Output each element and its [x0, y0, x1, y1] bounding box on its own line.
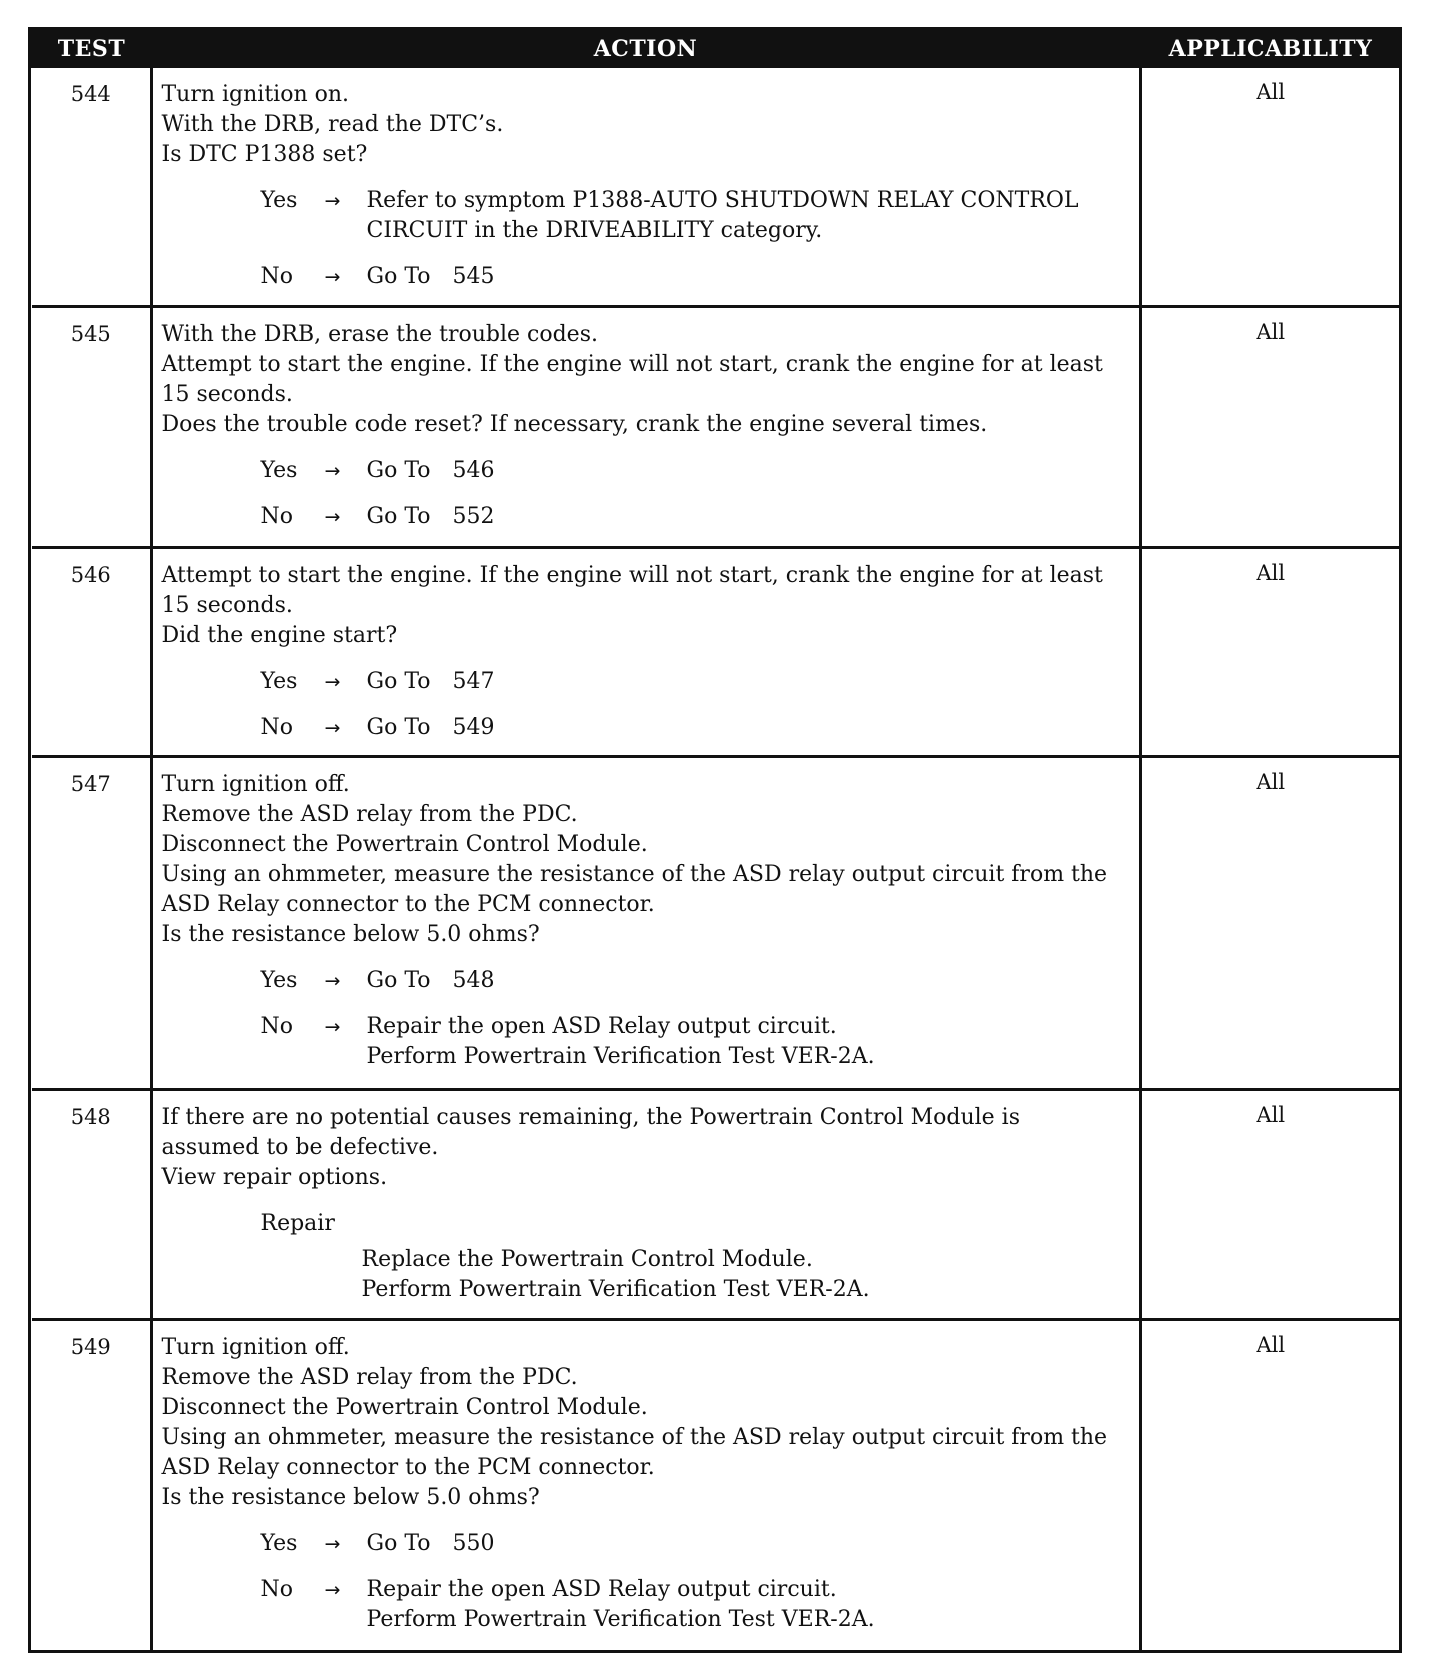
- answer-list: [162, 667, 1133, 743]
- answer-text: [367, 1012, 1133, 1072]
- answer-yes: [162, 456, 1133, 486]
- action-cell: [151, 307, 1140, 547]
- diagnostic-test-table-frame: [28, 27, 1402, 1653]
- table-row: [32, 307, 1400, 547]
- instruction-line: Disconnect the Powertrain Control Module.: [161, 832, 648, 858]
- right-arrow-icon: →: [324, 716, 341, 739]
- instruction-line: If there are no potential causes remaining, the Powertrain Control Module is: [161, 1104, 1021, 1130]
- instruction-line: Using an ohmmeter, measure the resistance of the ASD relay output circuit from the: [161, 1424, 1108, 1450]
- action-cell: [151, 1319, 1140, 1650]
- instruction-line: Turn ignition off.: [161, 1334, 350, 1360]
- test-number: 549: [32, 1319, 151, 1650]
- answer-goto: [367, 1529, 1133, 1559]
- instruction-line: Using an ohmmeter, measure the resistance of the ASD relay output circuit from the: [161, 862, 1108, 888]
- answer-no: [162, 262, 1133, 292]
- goto-target: 548: [452, 968, 495, 994]
- header-test: TEST: [32, 30, 151, 68]
- answer-goto: [367, 713, 1133, 743]
- answer-list: [162, 966, 1133, 1072]
- answer-yes: [162, 186, 1133, 246]
- answer-no: [162, 713, 1133, 743]
- instruction-line: Is the resistance below 5.0 ohms?: [161, 922, 540, 948]
- answer-text-line: CIRCUIT in the DRIVEABILITY category.: [366, 218, 823, 243]
- right-arrow-icon: →: [324, 1532, 341, 1555]
- answer-text-line: Repair the open ASD Relay output circuit.: [366, 1014, 837, 1040]
- table-header-row: [32, 30, 1400, 68]
- goto-label: Go To: [366, 504, 431, 530]
- answer-text-line: Perform Powertrain Verification Test VER-2A.: [366, 1044, 875, 1070]
- instruction-line: With the DRB, erase the trouble codes.: [161, 322, 598, 348]
- right-arrow-icon: →: [324, 266, 341, 288]
- repair-text: [162, 1245, 1133, 1305]
- header-action: ACTION: [151, 30, 1140, 68]
- answer-yes: [162, 667, 1133, 697]
- answer-label: No: [260, 264, 293, 289]
- applicability-cell: All: [1140, 757, 1400, 1089]
- answer-text: [367, 1575, 1133, 1635]
- answer-text: [367, 186, 1133, 246]
- goto-label: Go To: [366, 458, 431, 484]
- goto-label: Go To: [366, 968, 431, 994]
- right-arrow-icon: →: [324, 970, 341, 993]
- answer-label: No: [260, 504, 293, 530]
- repair-text-line: Replace the Powertrain Control Module.: [361, 1246, 813, 1272]
- answer-goto: [367, 966, 1133, 996]
- instruction-line: Turn ignition on.: [161, 82, 350, 107]
- instruction-line: Did the engine start?: [161, 622, 398, 648]
- instruction-line: assumed to be defective.: [161, 1134, 439, 1160]
- table-row: [32, 547, 1400, 757]
- goto-target: 545: [452, 264, 495, 289]
- instruction-line: 15 seconds.: [161, 592, 293, 618]
- answer-label: Yes: [260, 188, 298, 213]
- instruction-line: Disconnect the Powertrain Control Module.: [161, 1394, 648, 1420]
- test-number: 546: [32, 547, 151, 757]
- test-number: 548: [32, 1089, 151, 1319]
- action-cell: [151, 1089, 1140, 1319]
- instruction-line: Is DTC P1388 set?: [161, 142, 368, 167]
- answer-goto: [367, 667, 1133, 697]
- answer-goto: [367, 502, 1133, 532]
- answer-label: No: [260, 714, 293, 740]
- applicability-cell: All: [1140, 68, 1400, 307]
- instruction-line: Is the resistance below 5.0 ohms?: [161, 1484, 540, 1510]
- right-arrow-icon: →: [324, 670, 341, 693]
- goto-target: 552: [452, 504, 495, 530]
- goto-target: 549: [452, 714, 495, 740]
- table-row: [32, 1089, 1400, 1319]
- answer-text-line: Perform Powertrain Verification Test VER-2A.: [366, 1606, 875, 1632]
- test-number: 544: [70, 82, 111, 106]
- action-cell: [151, 757, 1140, 1089]
- answer-yes: [162, 1529, 1133, 1559]
- applicability-cell: All: [1140, 307, 1400, 547]
- test-number: 547: [32, 757, 151, 1089]
- repair-text-line: Perform Powertrain Verification Test VER-2A.: [361, 1276, 870, 1302]
- test-number: 545: [32, 307, 151, 547]
- instruction-line: With the DRB, read the DTC’s.: [161, 112, 504, 137]
- answer-yes: [162, 966, 1133, 996]
- applicability-cell: All: [1140, 1319, 1400, 1650]
- diagnostic-test-table: [31, 30, 1400, 1650]
- answer-label: Yes: [260, 668, 298, 694]
- instruction-line: Attempt to start the engine. If the engine will not start, crank the engine for at least: [161, 352, 1103, 378]
- table-row: [32, 68, 1400, 307]
- right-arrow-icon: →: [324, 506, 341, 529]
- table-row: [32, 1319, 1400, 1650]
- answer-label: Yes: [260, 458, 298, 484]
- answer-label: Yes: [260, 968, 298, 994]
- answer-label: Yes: [260, 1530, 298, 1556]
- applicability-cell: All: [1140, 547, 1400, 757]
- applicability-cell: All: [1140, 1089, 1400, 1319]
- repair-label: Repair: [260, 1210, 335, 1236]
- instruction-line: 15 seconds.: [161, 382, 293, 408]
- action-cell: [151, 547, 1140, 757]
- answer-text-line: Repair the open ASD Relay output circuit.: [366, 1576, 837, 1602]
- goto-label: Go To: [366, 1530, 431, 1556]
- goto-target: 546: [452, 458, 495, 484]
- instruction-line: Remove the ASD relay from the PDC.: [161, 802, 578, 828]
- instruction-line: Does the trouble code reset? If necessary, crank the engine several times.: [161, 412, 988, 438]
- header-applicability: APPLICABILITY: [1140, 30, 1400, 68]
- right-arrow-icon: →: [324, 1578, 341, 1601]
- instruction-line: Attempt to start the engine. If the engine will not start, crank the engine for at least: [161, 562, 1103, 588]
- answer-list: [162, 456, 1133, 532]
- instruction-line: ASD Relay connector to the PCM connector.: [161, 1454, 655, 1480]
- goto-label: Go To: [366, 668, 431, 694]
- table-row: [32, 757, 1400, 1089]
- table-body: [32, 68, 1400, 1650]
- answer-goto: [367, 262, 1133, 292]
- answer-no: [162, 1012, 1133, 1072]
- goto-label: Go To: [366, 714, 431, 740]
- instruction-line: View repair options.: [161, 1164, 388, 1190]
- goto-target: 547: [452, 668, 495, 694]
- answer-text-line: Refer to symptom P1388-AUTO SHUTDOWN RELAY CONTROL: [366, 188, 1079, 213]
- goto-target: 550: [452, 1530, 495, 1556]
- right-arrow-icon: →: [324, 190, 341, 212]
- answer-goto: [367, 456, 1133, 486]
- right-arrow-icon: →: [324, 460, 341, 483]
- goto-label: Go To: [366, 264, 431, 289]
- answer-list: [162, 1529, 1133, 1635]
- answer-label: No: [260, 1576, 293, 1602]
- answer-label: No: [260, 1014, 293, 1040]
- answer-no: [162, 502, 1133, 532]
- action-cell: [151, 68, 1140, 307]
- instruction-line: ASD Relay connector to the PCM connector.: [161, 892, 655, 918]
- instruction-line: Turn ignition off.: [161, 772, 350, 798]
- instruction-line: Remove the ASD relay from the PDC.: [161, 1364, 578, 1390]
- answer-list: [162, 186, 1133, 292]
- right-arrow-icon: →: [324, 1016, 341, 1039]
- answer-no: [162, 1575, 1133, 1635]
